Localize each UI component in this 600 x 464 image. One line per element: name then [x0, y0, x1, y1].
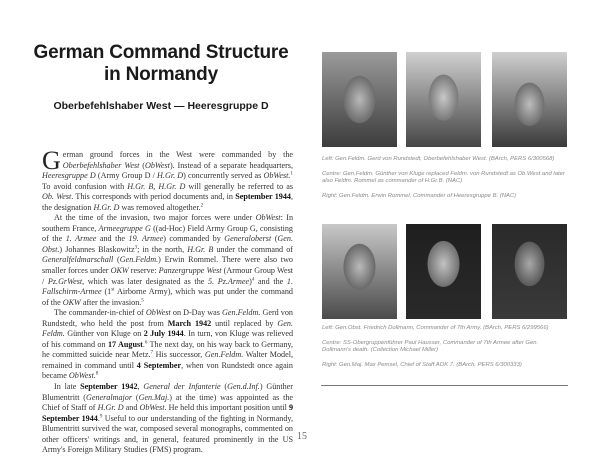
text-run: H.Gr. D [157, 171, 184, 181]
page-number: 15 [297, 431, 307, 442]
text-run: Walter Model, remained in command until [42, 350, 293, 370]
text-run: ) Johannes Blaskowitz [59, 244, 135, 254]
text-run: Panzergruppe West [158, 266, 222, 276]
caption-top-right: Right: Gen.Feldm. Erwin Rommel, Commander of Heeresgruppe B. (NAC) [322, 192, 517, 199]
text-run: ( [132, 392, 139, 402]
caption-top [322, 156, 568, 200]
page-title-line-1: German Command Structure [33, 42, 289, 63]
text-run: 4 September [136, 360, 182, 370]
text-run: H.Gr. D [97, 403, 124, 413]
text-run: Gerd von Rundstedt, who held the post from [42, 308, 293, 328]
text-run: was removed altogether. [119, 202, 201, 212]
text-run: ) [249, 276, 252, 286]
text-run: Günther von Kluge on [64, 329, 144, 339]
text-run: H.Gr. D [93, 202, 120, 212]
page-title-line-2: in Normandy [104, 64, 218, 85]
text-run: , [137, 382, 144, 392]
footnote-ref: 4 [251, 276, 255, 282]
text-run: ObWest [255, 213, 281, 223]
text-run: under the command of [213, 244, 293, 254]
body-text [42, 146, 294, 456]
text-run: ( [139, 160, 145, 170]
text-run: ) concurrently served as [183, 171, 264, 181]
text-run: , the designation [42, 192, 294, 212]
text-run: and [123, 403, 140, 413]
photo-kluge [406, 52, 481, 147]
text-run: Armeegruppe G [98, 223, 151, 233]
text-run: . [97, 413, 100, 423]
photo-hausser [406, 224, 481, 319]
footnote-ref: 5 [141, 297, 144, 303]
text-run: The commander-in-chief of [54, 308, 146, 318]
caption-bottom-centre: Centre: SS-Obergruppenführer Paul Hausser, Commander of 7th Armee after Gen. Dollmann's death. (Collection Michael Miller) [322, 339, 539, 354]
text-run: on D-Day was [170, 308, 223, 318]
text-run: Generalmajor [86, 392, 133, 402]
text-run: ( [271, 234, 278, 244]
text-run: ((ad-Hoc) Field Army Group G, consisting of the [42, 223, 293, 244]
text-run: 2 July 1944 [143, 329, 184, 339]
text-run: . [142, 339, 145, 349]
text-run: . He held this important position until [164, 403, 289, 413]
text-run: At the time of the invasion, two major forces were under [54, 213, 256, 223]
text-run: Gen.Feldm. [204, 350, 244, 360]
text-run: ). Instead of a separate headquarters, [169, 160, 293, 170]
text-run: and the [254, 276, 287, 286]
caption-bottom-right: Right: Gen.Maj. Max Pemsel, Chief of Staff AOK 7. (BArch, PERS 6/300333) [322, 361, 522, 368]
text-run: His successor, [153, 350, 205, 360]
text-run: OKW [62, 297, 81, 307]
text-run: In late [54, 382, 81, 392]
text-run: 1. Fallschirm-Armee [42, 276, 293, 297]
text-run: September 1944 [235, 192, 291, 202]
text-run: Gen. Obst. [42, 234, 293, 254]
text-run: Generalfeldmarschall [42, 255, 114, 265]
text-run: Useful to our understanding of the fighting in Normandy, Blumentritt survived the war, composed several monographs, commented on other officers' writings and, in general, featured prominently in the US Army's Foreign Military Studies (FMS) program. [42, 413, 294, 455]
text-run: (Armour Group West / [42, 266, 293, 286]
drop-cap: G [42, 146, 61, 175]
text-run: Airborne Army), which was put under the command of the [42, 287, 293, 307]
photo-rundstedt [322, 52, 397, 147]
text-run: ) at the time) was appointed as the Chief of Staff of [42, 392, 294, 413]
caption-top-left: Left: Gen.Feldm. Gerd von Rundstedt, Oberbefehlshaber West. (BArch, PERS 6/300568) [322, 156, 555, 162]
text-run: ObWest. [263, 171, 291, 181]
text-run: Gen.Feldm. [119, 255, 159, 265]
caption-top-centre: Centre: Gen.Feldm. Günther von Kluge replaced Feldm. von Rundstedt as Ob.West and later also Feldm. Rommel as commander of H.Gr.B. (NAC) [322, 170, 565, 185]
paragraph [42, 146, 294, 213]
text-run: The next day, on his way back to Germany, he committed suicide near Metz. [42, 339, 293, 360]
paragraph [42, 213, 293, 308]
text-run: 17 August [107, 339, 143, 349]
text-run: ( [220, 382, 228, 392]
text-run: 9 September 1944 [42, 403, 294, 423]
photo-pemsel [492, 224, 567, 319]
photo-dollmann [322, 224, 397, 319]
text-run: will generally be referred to as [185, 181, 294, 191]
text-run: ) Erwin Rommel. There were also two smaller forces under [42, 255, 293, 276]
text-run: . In turn, von Kluge was relieved of his command on [42, 329, 294, 349]
text-run: reserve: [128, 266, 159, 276]
footnote-ref: 9 [99, 413, 103, 419]
text-run: Gen. Feldm. [42, 318, 293, 339]
text-run: ObWest [139, 403, 165, 413]
text-run: ) Günther Blumentritt ( [42, 382, 293, 402]
text-run: . This corresponds with period documents and, in [71, 192, 236, 202]
caption-bottom [322, 325, 568, 369]
text-run: , which was later designated as the [82, 276, 208, 286]
text-run: Ob. West [42, 192, 72, 202]
text-run: H.Gr. B [187, 244, 214, 254]
text-run: Gen.d.Inf. [227, 382, 260, 392]
footnote-ref: 2 [200, 203, 204, 209]
text-run: ; in the north, [137, 244, 188, 254]
text-run: Oberbefehlshaber West [62, 160, 140, 170]
footnote-ref: st [111, 287, 115, 293]
text-run: OKW [110, 266, 129, 276]
text-run: ObWest. [68, 371, 96, 381]
text-run: after the invasion. [80, 297, 142, 307]
caption-divider [321, 385, 568, 386]
footnote-ref: 1 [290, 171, 293, 177]
footnote-ref: 8 [95, 371, 99, 377]
footnote-ref: 6 [144, 340, 148, 346]
text-run: ) commanded by [163, 234, 225, 244]
paragraph [42, 382, 293, 456]
text-run: To avoid confusion with [42, 181, 128, 191]
page-title [30, 42, 292, 86]
text-run: 19. Armee [128, 234, 164, 244]
text-run: Pz.GrWest [47, 276, 83, 286]
text-run: 1. Armee [65, 234, 97, 244]
text-run: ( [113, 255, 120, 265]
text-run: (1 [101, 287, 112, 297]
photo-rommel [492, 52, 567, 147]
text-run: March 1942 [167, 318, 212, 328]
text-run: until replaced by [211, 318, 278, 328]
text-run: , when von Rundstedt once again became [42, 360, 293, 381]
text-run: Gen.Feldm. [222, 308, 261, 318]
footnote-ref: 3 [134, 245, 138, 251]
text-run: (Army Group D / [95, 171, 158, 181]
text-run: 5. Pz.Armee [208, 276, 250, 286]
paragraph [42, 308, 293, 382]
text-run: H.Gr. B, H.Gr. D [127, 181, 186, 191]
text-run: General der Infanterie [143, 382, 221, 392]
caption-bottom-left: Left: Gen.Obst. Friedrich Dollmann, Commander of 7th Army. (BArch, PERS 6/299566) [322, 325, 549, 331]
text-run: Generaloberst [224, 234, 272, 244]
text-run: erman ground forces in the West were commanded by the [62, 150, 293, 159]
text-run: ObWest [144, 160, 170, 170]
text-run: Gen.Maj. [138, 392, 170, 402]
text-run: September 1942 [80, 382, 138, 392]
text-run: and the [96, 234, 129, 244]
text-run: Heeresgruppe D [42, 171, 96, 181]
text-run: : In southern France, [42, 213, 294, 233]
footnote-ref: 7 [150, 350, 153, 356]
text-run: ObWest [145, 308, 171, 318]
section-heading: Oberbefehlshaber West — Heeresgruppe D [53, 100, 269, 112]
